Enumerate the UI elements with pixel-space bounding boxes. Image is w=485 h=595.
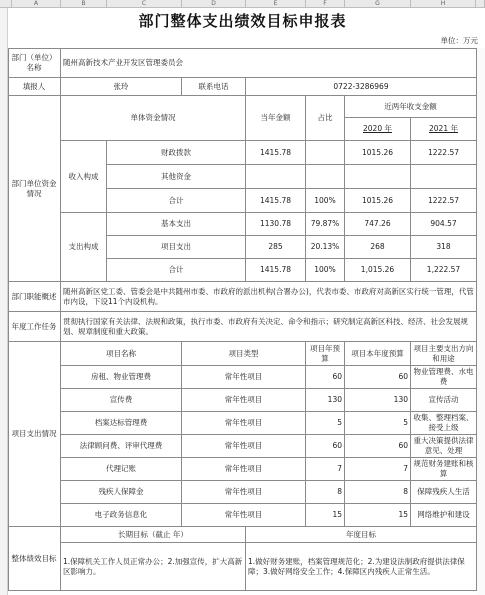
expense-year1: 747.26 bbox=[345, 213, 411, 236]
corner-cell[interactable] bbox=[0, 0, 12, 8]
income-composition-label: 收入构成 bbox=[61, 141, 107, 213]
funds-overall-label: 单体资金情况 bbox=[61, 96, 246, 141]
income-current: 1415.78 bbox=[246, 141, 306, 165]
expense-item: 项目支出 bbox=[107, 236, 246, 259]
income-total: 合计 bbox=[107, 189, 246, 213]
project-type: 常年性项目 bbox=[182, 504, 306, 527]
project-current-header: 项目本年度预算 bbox=[345, 342, 411, 366]
filler-name: 张玲 bbox=[61, 78, 182, 96]
expense-total-ratio: 100% bbox=[306, 259, 345, 282]
phone-value: 0722-3286969 bbox=[246, 78, 477, 96]
funds-prior-header: 近两年收支金额 bbox=[345, 96, 477, 118]
project-type: 常年性项目 bbox=[182, 435, 306, 458]
project-current: 60 bbox=[345, 366, 411, 389]
income-ratio bbox=[306, 141, 345, 165]
projects-section-label: 项目支出情况 bbox=[8, 342, 61, 527]
column-header-a[interactable]: A bbox=[12, 0, 61, 8]
funds-year2-header: 2021 年 bbox=[411, 118, 477, 141]
project-type: 常年性项目 bbox=[182, 389, 306, 412]
phone-label: 联系电话 bbox=[182, 78, 246, 96]
project-budget: 5 bbox=[306, 412, 345, 435]
project-name: 电子政务信息化 bbox=[61, 504, 182, 527]
column-header-c[interactable]: C bbox=[107, 0, 182, 8]
project-type: 常年性项目 bbox=[182, 481, 306, 504]
income-year2: 1222.57 bbox=[411, 141, 477, 165]
project-direction: 重大决策提供法律意见、处理 bbox=[411, 435, 477, 458]
funds-year1-header: 2020 年 bbox=[345, 118, 411, 141]
right-margin bbox=[477, 48, 485, 595]
income-item: 其他资金 bbox=[107, 165, 246, 189]
expense-composition-label: 支出构成 bbox=[61, 213, 107, 282]
income-total-year1: 1015.26 bbox=[345, 189, 411, 213]
dept-label: 部门（单位）名称 bbox=[8, 48, 61, 78]
project-direction: 保障残疾人生活 bbox=[411, 481, 477, 504]
project-budget: 130 bbox=[306, 389, 345, 412]
expense-total-year2: 1,222.57 bbox=[411, 259, 477, 282]
column-header-spacer bbox=[476, 0, 485, 8]
income-total-current: 1415.78 bbox=[246, 189, 306, 213]
income-current bbox=[246, 165, 306, 189]
long-term-goal-header: 长期目标（截止 年） bbox=[61, 527, 246, 543]
column-header-e[interactable]: E bbox=[246, 0, 306, 8]
project-name-header: 项目名称 bbox=[61, 342, 182, 366]
unit-label: 单位：万元 bbox=[440, 35, 478, 45]
expense-item: 基本支出 bbox=[107, 213, 246, 236]
income-ratio bbox=[306, 165, 345, 189]
project-direction: 网络维护和建设 bbox=[411, 504, 477, 527]
income-year1: 1015.26 bbox=[345, 141, 411, 165]
filler-label: 填报人 bbox=[8, 78, 61, 96]
project-direction: 收集、整理档案、接受上级 bbox=[411, 412, 477, 435]
expense-total-current: 1415.78 bbox=[246, 259, 306, 282]
project-name: 残疾人保障金 bbox=[61, 481, 182, 504]
project-current: 5 bbox=[345, 412, 411, 435]
project-current: 15 bbox=[345, 504, 411, 527]
income-total-ratio: 100% bbox=[306, 189, 345, 213]
work-text: 贯彻执行国家有关法律、法规和政策，执行市委、市政府有关决定、命令和指示；研究制定高新区科技、经济、社会发展规划、规章制度和重大政策。 bbox=[61, 312, 477, 342]
project-budget: 60 bbox=[306, 366, 345, 389]
column-header-d[interactable]: D bbox=[182, 0, 246, 8]
project-name: 代理记账 bbox=[61, 458, 182, 481]
work-label: 年度工作任务 bbox=[8, 312, 61, 342]
annual-goal-text: 1.做好财务建账，档案管理规范化；2.为建设法制政府提供法律保障；3.做好网络安全工作；4.保障区内残疾人正常生活。 bbox=[246, 543, 477, 591]
project-direction: 规范财务建账和核算 bbox=[411, 458, 477, 481]
project-name: 房租、物业管理费 bbox=[61, 366, 182, 389]
expense-total: 合计 bbox=[107, 259, 246, 282]
project-direction-header: 项目主要支出方向和用途 bbox=[411, 342, 477, 366]
table-title: 部门整体支出绩效目标申报表 bbox=[138, 12, 347, 30]
income-year1 bbox=[345, 165, 411, 189]
expense-total-year1: 1,015.26 bbox=[345, 259, 411, 282]
project-budget: 15 bbox=[306, 504, 345, 527]
project-budget: 8 bbox=[306, 481, 345, 504]
column-header-h[interactable]: H bbox=[411, 0, 476, 8]
project-budget-header: 项目年预算 bbox=[306, 342, 345, 366]
funds-section-label: 部门单位资金情况 bbox=[8, 96, 61, 282]
project-type: 常年性项目 bbox=[182, 412, 306, 435]
project-name: 档案达标管理费 bbox=[61, 412, 182, 435]
project-type: 常年性项目 bbox=[182, 458, 306, 481]
column-header-g[interactable]: G bbox=[345, 0, 411, 8]
project-name: 法律顾问费、评审代理费 bbox=[61, 435, 182, 458]
income-total-year2: 1222.57 bbox=[411, 189, 477, 213]
project-current: 60 bbox=[345, 435, 411, 458]
funds-ratio-header: 占比 bbox=[306, 96, 345, 141]
column-header-f[interactable]: F bbox=[306, 0, 345, 8]
expense-current: 1130.78 bbox=[246, 213, 306, 236]
duty-label: 部门职能概述 bbox=[8, 282, 61, 312]
project-type: 常年性项目 bbox=[182, 366, 306, 389]
expense-year2: 904.57 bbox=[411, 213, 477, 236]
project-current: 130 bbox=[345, 389, 411, 412]
goals-section-label: 整体绩效目标 bbox=[8, 527, 61, 591]
project-current: 7 bbox=[345, 458, 411, 481]
duty-text: 随州高新区党工委、管委会是中共随州市委、市政府的派出机构(合署办公)，代表市委、市政府对高新区实行统一管理，代管市内设，下设11个内设机构。 bbox=[61, 282, 477, 312]
expense-current: 285 bbox=[246, 236, 306, 259]
annual-goal-header: 年度目标 bbox=[246, 527, 477, 543]
row-gutter bbox=[0, 8, 8, 595]
expense-year2: 318 bbox=[411, 236, 477, 259]
expense-year1: 268 bbox=[345, 236, 411, 259]
project-current: 8 bbox=[345, 481, 411, 504]
project-direction: 物业管理费、水电费 bbox=[411, 366, 477, 389]
project-budget: 60 bbox=[306, 435, 345, 458]
project-name: 宣传费 bbox=[61, 389, 182, 412]
long-term-goal-text: 1.保障机关工作人员正常办公；2.加强宣传，扩大高新区影响力。 bbox=[61, 543, 246, 591]
project-budget: 7 bbox=[306, 458, 345, 481]
column-header-b[interactable]: B bbox=[61, 0, 107, 8]
expense-ratio: 20.13% bbox=[306, 236, 345, 259]
income-item: 财政拨款 bbox=[107, 141, 246, 165]
funds-current-header: 当年金额 bbox=[246, 96, 306, 141]
expense-ratio: 79.87% bbox=[306, 213, 345, 236]
income-year2 bbox=[411, 165, 477, 189]
project-direction: 宣传活动 bbox=[411, 389, 477, 412]
project-type-header: 项目类型 bbox=[182, 342, 306, 366]
dept-name: 随州高新技术产业开发区管理委员会 bbox=[61, 48, 477, 78]
